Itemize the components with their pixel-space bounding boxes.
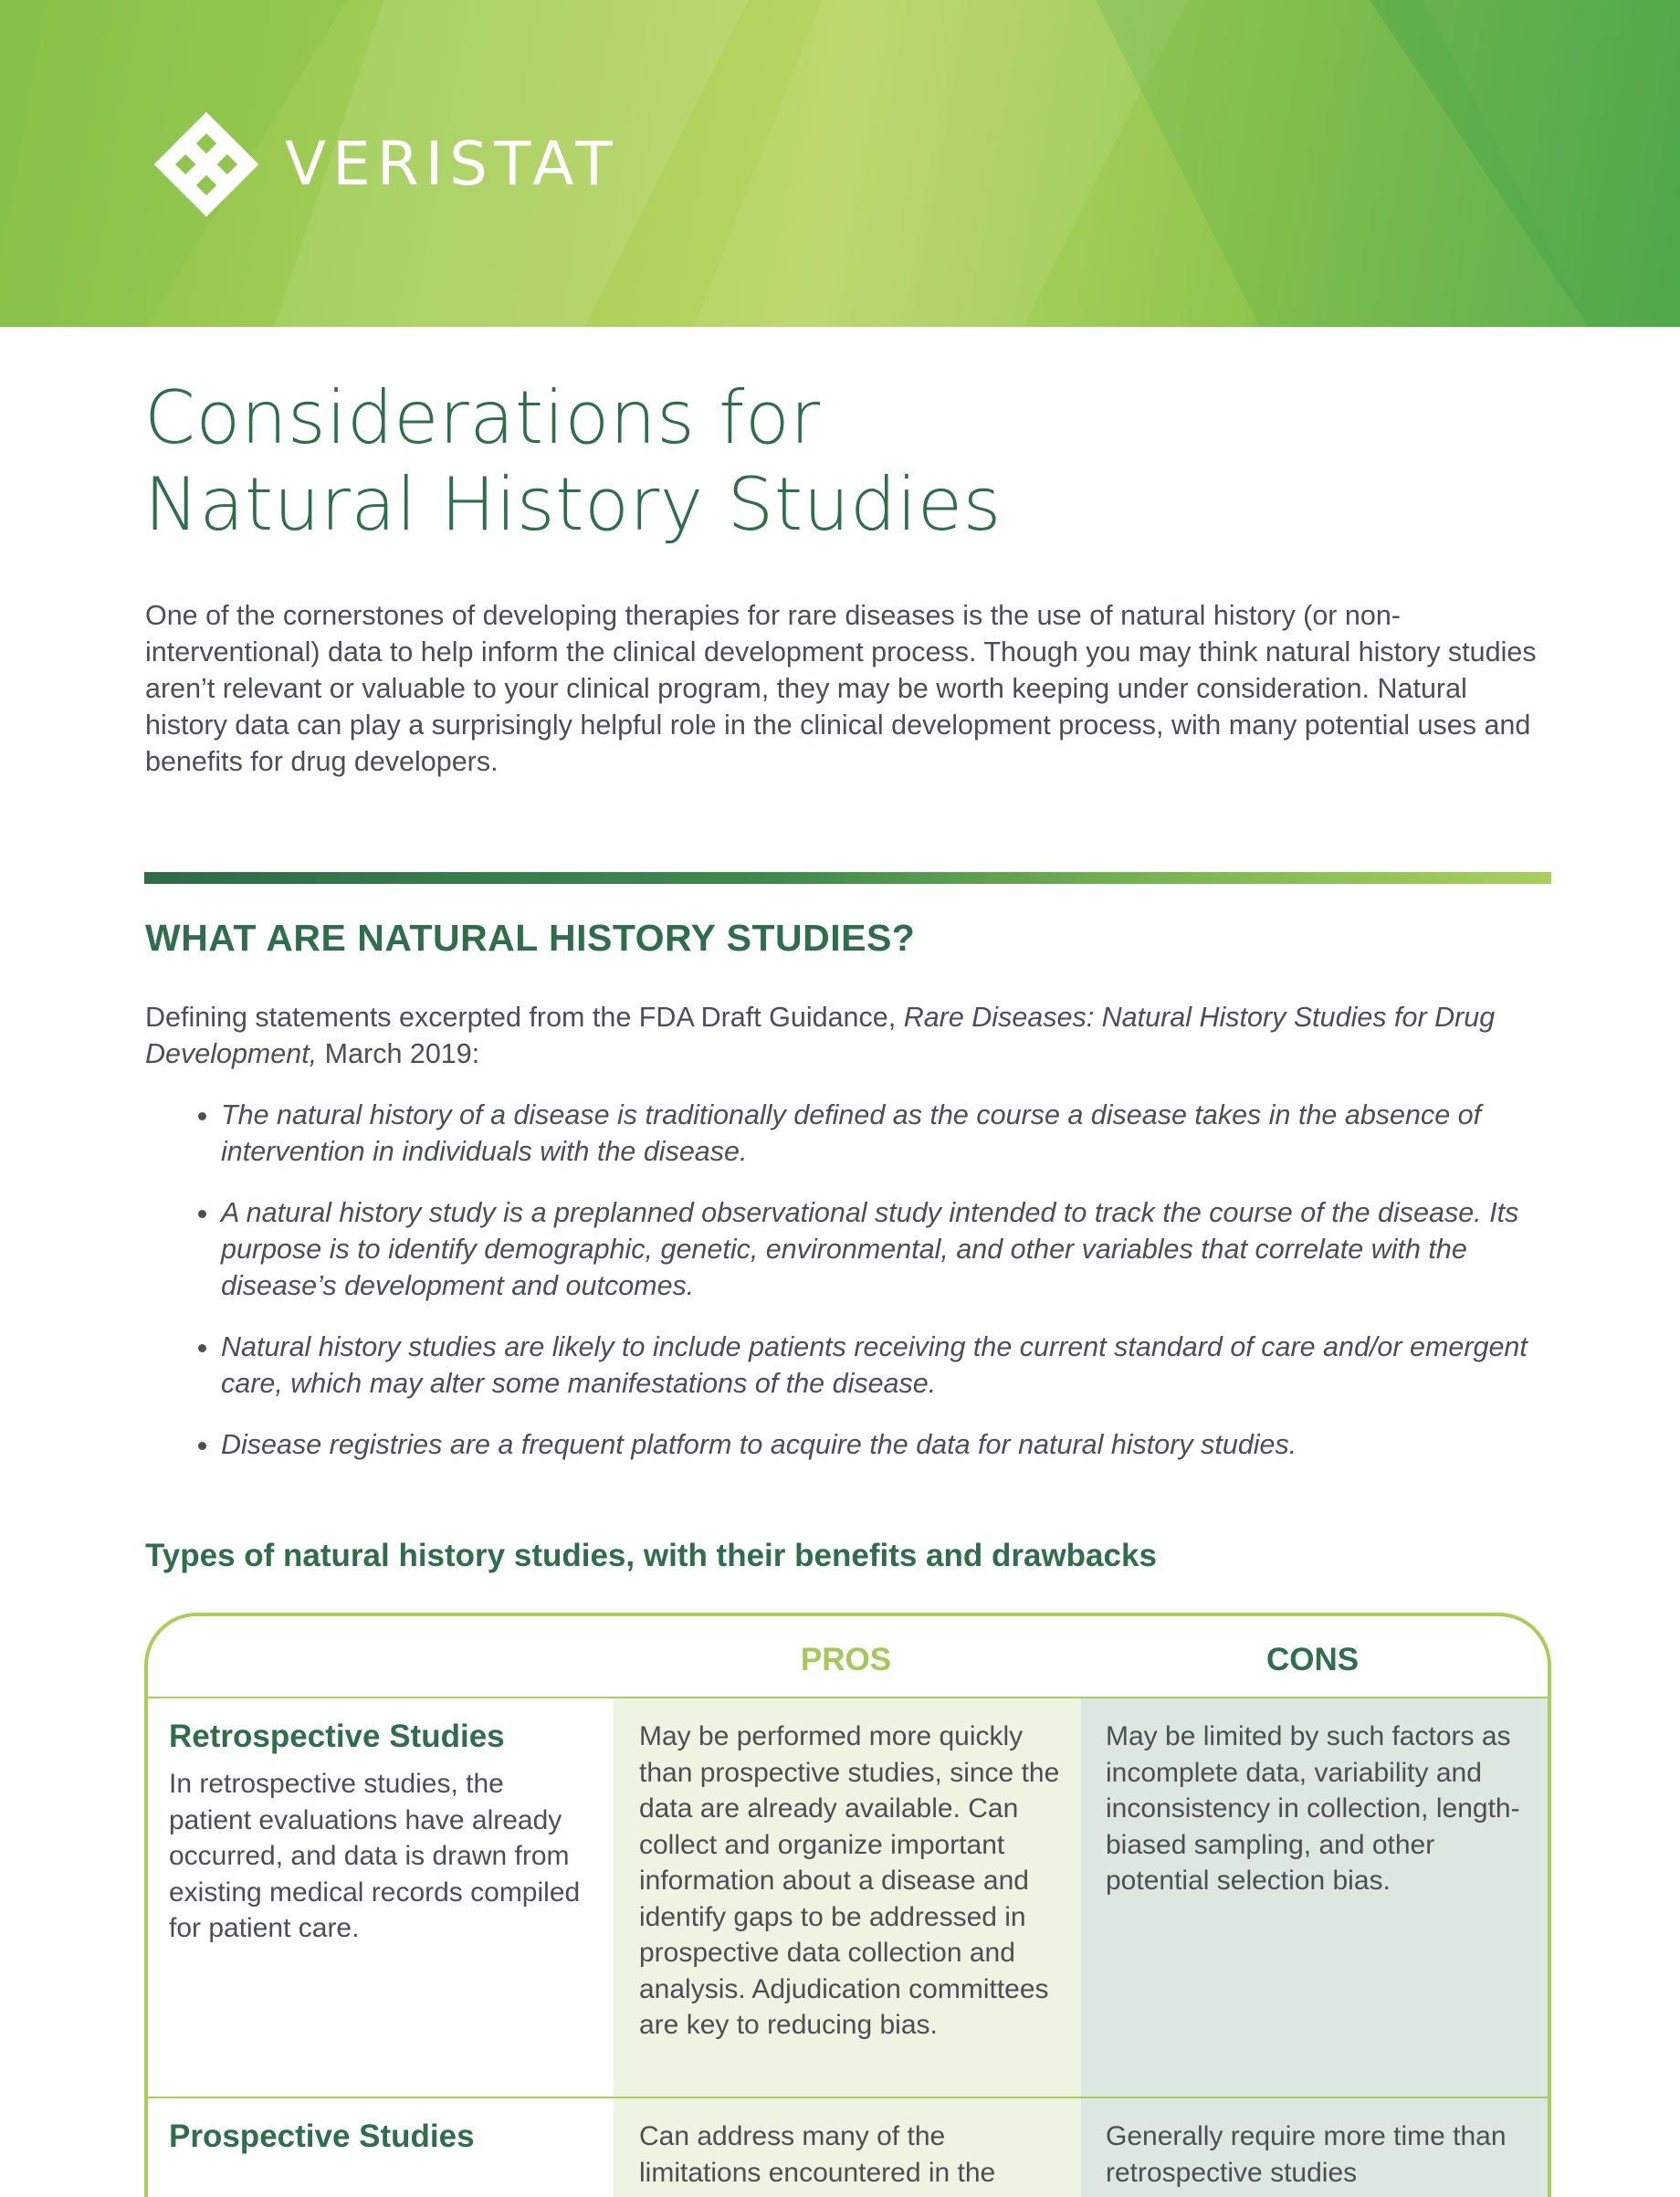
section-heading: WHAT ARE NATURAL HISTORY STUDIES? bbox=[145, 917, 916, 959]
logo-diamond-grid-icon bbox=[144, 102, 268, 226]
column-header-pros: PROS bbox=[800, 1642, 892, 1677]
veristat-logo bbox=[144, 102, 619, 226]
table-row-label bbox=[148, 1698, 614, 2097]
row-title: Retrospective Studies bbox=[169, 1719, 505, 1754]
table-heading: Types of natural history studies, with their benefits and drawbacks bbox=[145, 1538, 1157, 1573]
table-cell-pros bbox=[614, 1698, 1081, 2097]
lead-paragraph bbox=[145, 999, 1551, 1072]
list-item: The natural history of a disease is traditionally defined as the course a disease takes in the absence of intervention in individuals with the disease. bbox=[192, 1097, 1552, 1170]
logo-wordmark: VERISTAT bbox=[285, 129, 619, 199]
pros-text: Can address many of the limitations encountered in the bbox=[639, 2121, 996, 2188]
title-line-2: Natural History Studies bbox=[144, 462, 1002, 547]
intro-paragraph: One of the cornerstones of developing therapies for rare diseases is the use of natural history (or non-interventional) data to help inform the clinical development process. Though you may think natural history studies aren’t relevant or valuable to your clinical program, they may be worth keeping under consideration. Natural history data can play a surprisingly helpful role in the clinical development process, with many potential uses and benefits for drug developers. bbox=[145, 600, 1537, 777]
lead-suffix: March 2019: bbox=[324, 1038, 480, 1069]
table-cell-cons bbox=[1081, 2098, 1551, 2197]
cons-text: May be limited by such factors as incomplete data, variability and inconsistency in collection, length-biased sampling, and other potential selection bias. bbox=[1106, 1721, 1520, 1896]
table-row-label bbox=[148, 2098, 614, 2197]
lead-guidance-title: Rare Diseases: Natural History Studies for Drug Development, bbox=[145, 1002, 1496, 1069]
page-title bbox=[144, 374, 1514, 548]
table-cell-cons bbox=[1081, 1698, 1551, 2097]
header-banner bbox=[0, 0, 1680, 327]
lead-prefix: Defining statements excerpted from the FDA Draft Guidance, bbox=[145, 1002, 897, 1033]
cons-text: Generally require more time than retrospective studies bbox=[1106, 2121, 1507, 2188]
definition-list bbox=[192, 1097, 1552, 1487]
comparison-table bbox=[144, 1613, 1551, 2197]
list-item: Natural history studies are likely to include patients receiving the current standard of care and/or emergent care, which may alter some manifestations of the disease. bbox=[192, 1329, 1552, 1402]
pros-text: May be performed more quickly than prospective studies, since the data are already available. Can collect and organize important information about a disease and identify gaps to be addressed in prospective data collection and analysis. Adjudication committees are key to reducing bias. bbox=[639, 1721, 1060, 2040]
row-title: Prospective Studies bbox=[169, 2118, 475, 2154]
list-item: Disease registries are a frequent platform to acquire the data for natural history studies. bbox=[192, 1426, 1552, 1463]
row-description: In retrospective studies, the patient evaluations have already occurred, and data is drawn from existing medical records compiled for patient care. bbox=[169, 1769, 581, 1943]
section-divider bbox=[144, 872, 1551, 884]
title-line-1: Considerations for bbox=[144, 375, 821, 460]
column-header-cons: CONS bbox=[1265, 1642, 1360, 1677]
table-cell-pros bbox=[614, 2098, 1081, 2197]
list-item: A natural history study is a preplanned observational study intended to track the course of the disease. Its purpose is to identify demographic, genetic, environmental, and other variables that correlate with the disease’s development and outcomes. bbox=[192, 1194, 1552, 1304]
